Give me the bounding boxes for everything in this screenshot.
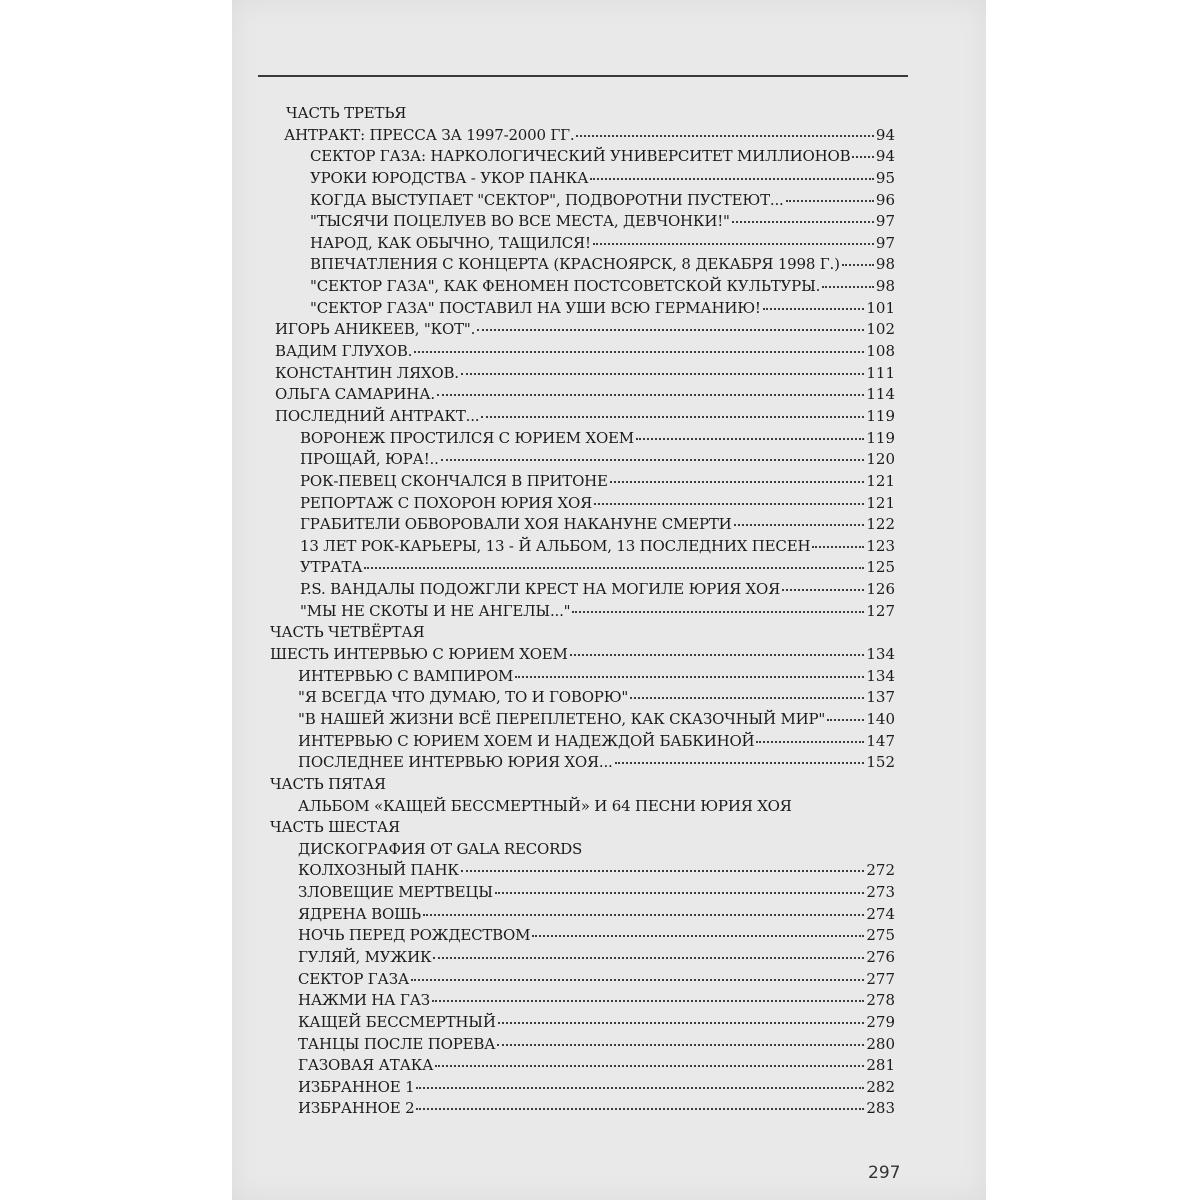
toc-entry-title: ГРАБИТЕЛИ ОБВОРОВАЛИ ХОЯ НАКАНУНЕ СМЕРТИ — [300, 515, 732, 534]
toc-entry-title: КОНСТАНТИН ЛЯХОВ. — [275, 363, 459, 382]
toc-entry — [270, 644, 895, 666]
toc-entry-title: "СЕКТОР ГАЗА", КАК ФЕНОМЕН ПОСТСОВЕТСКОЙ КУЛЬТУРЫ. — [310, 277, 821, 296]
toc-dot-leader — [594, 503, 864, 505]
toc-entry-page: 119 — [866, 428, 895, 447]
toc-entry — [270, 860, 895, 882]
toc-entry — [270, 882, 895, 904]
toc-entry-page: 97 — [875, 212, 895, 231]
toc-entry-title: 13 ЛЕТ РОК-КАРЬЕРЫ, 13 - Й АЛЬБОМ, 13 ПОСЛЕДНИХ ПЕСЕН — [300, 536, 811, 555]
toc-dot-leader — [572, 611, 864, 613]
toc-entry-page: 280 — [866, 1034, 895, 1053]
toc-entry-page: 126 — [866, 580, 895, 599]
toc-entry-title: СЕКТОР ГАЗА: НАРКОЛОГИЧЕСКИЙ УНИВЕРСИТЕТ МИЛЛИОНОВ — [310, 147, 851, 166]
toc-entry-title: ЯДРЕНА ВОШЬ — [298, 904, 421, 923]
toc-entry — [270, 925, 895, 947]
toc-dot-leader — [416, 1087, 864, 1089]
toc-dot-leader — [416, 1108, 864, 1110]
toc-entry-page: 282 — [866, 1077, 895, 1096]
toc-entry — [270, 384, 895, 406]
toc-entry-page: 283 — [866, 1099, 895, 1118]
toc-dot-leader — [437, 394, 864, 396]
toc-dot-leader — [570, 654, 865, 656]
toc-dot-leader — [827, 719, 864, 721]
toc-entry — [270, 731, 895, 753]
toc-entry-title: ДИСКОГРАФИЯ ОТ GALA RECORDS — [298, 839, 583, 858]
toc-entry-page: 276 — [866, 947, 895, 966]
toc-dot-leader — [497, 1044, 864, 1046]
toc-entry-title: ПРОЩАЙ, ЮРА!.. — [300, 450, 439, 469]
toc-dot-leader — [461, 373, 865, 375]
toc-dot-leader — [732, 221, 874, 223]
toc-entry-page: 274 — [866, 904, 895, 923]
toc-entry — [270, 168, 895, 190]
toc-entry — [270, 103, 895, 125]
toc-dot-leader — [423, 914, 864, 916]
toc-dot-leader — [812, 546, 864, 548]
toc-dot-leader — [411, 979, 864, 981]
toc-entry-page: 125 — [866, 558, 895, 577]
toc-entry — [270, 1034, 895, 1056]
toc-dot-leader — [414, 351, 864, 353]
toc-entry-title: "СЕКТОР ГАЗА" ПОСТАВИЛ НА УШИ ВСЮ ГЕРМАНИЮ! — [310, 298, 761, 317]
toc-entry — [270, 904, 895, 926]
toc-entry — [270, 947, 895, 969]
table-of-contents — [270, 103, 895, 1120]
toc-entry-title: КАЩЕЙ БЕССМЕРТНЫЙ — [298, 1012, 496, 1031]
toc-dot-leader — [432, 1000, 864, 1002]
toc-entry — [270, 319, 895, 341]
toc-entry-title: "В НАШЕЙ ЖИЗНИ ВСЁ ПЕРЕПЛЕТЕНО, КАК СКАЗОЧНЫЙ МИР" — [298, 709, 826, 728]
toc-entry-page: 121 — [866, 493, 895, 512]
toc-entry-title: ГУЛЯЙ, МУЖИК — [298, 947, 432, 966]
toc-entry-title: ГАЗОВАЯ АТАКА — [298, 1056, 434, 1075]
toc-entry-title: ЧАСТЬ ЧЕТВЁРТАЯ — [270, 623, 425, 642]
toc-entry-title: КОГДА ВЫСТУПАЕТ "СЕКТОР", ПОДВОРОТНИ ПУСТЕЮТ... — [310, 190, 784, 209]
toc-entry-page: 94 — [875, 125, 895, 144]
toc-entry — [270, 233, 895, 255]
toc-entry-title: P.S. ВАНДАЛЫ ПОДОЖГЛИ КРЕСТ НА МОГИЛЕ ЮРИЯ ХОЯ — [300, 580, 781, 599]
toc-entry-title: ЧАСТЬ ТРЕТЬЯ — [286, 104, 407, 122]
toc-entry — [270, 990, 895, 1012]
toc-entry-title: КОЛХОЗНЫЙ ПАНК — [298, 861, 459, 880]
toc-dot-leader — [782, 589, 864, 591]
toc-dot-leader — [461, 870, 865, 872]
toc-entry — [270, 428, 895, 450]
toc-entry-title: ВОРОНЕЖ ПРОСТИЛСЯ С ЮРИЕМ ХОЕМ — [300, 428, 634, 447]
toc-entry-page: 96 — [875, 190, 895, 209]
toc-entry — [270, 449, 895, 471]
toc-entry-title: ЧАСТЬ ШЕСТАЯ — [270, 818, 400, 837]
toc-dot-leader — [786, 200, 874, 202]
toc-dot-leader — [532, 935, 864, 937]
toc-entry — [270, 406, 895, 428]
toc-entry-page: 119 — [866, 406, 895, 425]
toc-entry — [270, 125, 895, 147]
toc-dot-leader — [364, 567, 864, 569]
toc-entry-page: 134 — [866, 666, 895, 685]
toc-entry — [270, 709, 895, 731]
toc-dot-leader — [615, 762, 865, 764]
toc-entry-title: ТАНЦЫ ПОСЛЕ ПОРЕВА — [298, 1034, 496, 1053]
toc-entry-page: 279 — [866, 1012, 895, 1031]
toc-entry-title: РЕПОРТАЖ С ПОХОРОН ЮРИЯ ХОЯ — [300, 493, 592, 512]
toc-entry — [270, 1098, 895, 1120]
toc-entry-page: 120 — [866, 450, 895, 469]
toc-entry-page: 122 — [866, 515, 895, 534]
toc-entry-title: ВПЕЧАТЛЕНИЯ С КОНЦЕРТА (КРАСНОЯРСК, 8 ДЕКАБРЯ 1998 Г.) — [310, 255, 840, 274]
toc-entry — [270, 774, 895, 796]
toc-dot-leader — [495, 892, 864, 894]
toc-entry — [270, 687, 895, 709]
toc-dot-leader — [842, 264, 874, 266]
toc-entry-page: 147 — [866, 731, 895, 750]
page-number: 297 — [868, 1163, 901, 1183]
toc-entry — [270, 493, 895, 515]
toc-entry-page: 140 — [866, 709, 895, 728]
toc-dot-leader — [576, 135, 873, 137]
toc-entry-title: ЧАСТЬ ПЯТАЯ — [270, 774, 386, 793]
toc-entry-title: ПОСЛЕДНИЙ АНТРАКТ... — [275, 406, 480, 425]
toc-entry-title: "МЫ НЕ СКОТЫ И НЕ АНГЕЛЫ..." — [300, 601, 571, 620]
toc-dot-leader — [610, 481, 865, 483]
toc-entry-title: "ТЫСЯЧИ ПОЦЕЛУЕВ ВО ВСЕ МЕСТА, ДЕВЧОНКИ!" — [310, 212, 730, 231]
toc-entry-page: 277 — [866, 969, 895, 988]
toc-entry — [270, 146, 895, 168]
toc-dot-leader — [477, 329, 864, 331]
toc-entry — [270, 969, 895, 991]
toc-entry — [270, 1077, 895, 1099]
toc-entry-page: 273 — [866, 883, 895, 902]
toc-entry — [270, 1055, 895, 1077]
toc-dot-leader — [590, 178, 874, 180]
toc-dot-leader — [498, 1022, 865, 1024]
toc-entry-page: 101 — [866, 298, 895, 317]
toc-entry — [270, 1012, 895, 1034]
toc-entry-page: 98 — [875, 255, 895, 274]
toc-dot-leader — [593, 243, 874, 245]
toc-entry — [270, 839, 895, 861]
toc-entry-title: ОЛЬГА САМАРИНА. — [275, 385, 435, 404]
toc-entry-page: 94 — [875, 147, 895, 166]
toc-entry-title: ИНТЕРВЬЮ С ВАМПИРОМ — [298, 666, 514, 685]
toc-entry-title: "Я ВСЕГДА ЧТО ДУМАЮ, ТО И ГОВОРЮ" — [298, 688, 629, 707]
toc-dot-leader — [433, 957, 864, 959]
toc-dot-leader — [515, 676, 864, 678]
toc-entry-page: 134 — [866, 645, 895, 664]
toc-entry-title: АНТРАКТ: ПРЕССА ЗА 1997-2000 ГГ. — [284, 125, 575, 144]
toc-dot-leader — [441, 459, 865, 461]
toc-dot-leader — [822, 286, 874, 288]
toc-entry-title: НАРОД, КАК ОБЫЧНО, ТАЩИЛСЯ! — [310, 233, 591, 252]
toc-entry-page: 137 — [866, 688, 895, 707]
toc-entry — [270, 536, 895, 558]
toc-entry-title: ИЗБРАННОЕ 1 — [298, 1077, 415, 1096]
toc-dot-leader — [852, 156, 873, 158]
toc-entry — [270, 298, 895, 320]
toc-entry-page: 95 — [875, 168, 895, 187]
toc-entry-page: 102 — [866, 320, 895, 339]
toc-entry — [270, 341, 895, 363]
toc-dot-leader — [756, 741, 864, 743]
toc-entry-page: 114 — [866, 385, 895, 404]
toc-dot-leader — [481, 416, 864, 418]
toc-entry — [270, 666, 895, 688]
toc-dot-leader — [630, 697, 864, 699]
toc-entry — [270, 363, 895, 385]
toc-entry-title: ШЕСТЬ ИНТЕРВЬЮ С ЮРИЕМ ХОЕМ — [270, 645, 568, 664]
toc-entry-title: ИЗБРАННОЕ 2 — [298, 1099, 415, 1118]
toc-entry — [270, 622, 895, 644]
toc-entry — [270, 817, 895, 839]
toc-entry — [270, 211, 895, 233]
toc-entry-page: 97 — [875, 233, 895, 252]
toc-entry-page: 108 — [866, 342, 895, 361]
toc-entry — [270, 557, 895, 579]
toc-entry-title: УТРАТА — [300, 558, 363, 577]
toc-entry-page: 111 — [866, 363, 895, 382]
toc-entry — [270, 254, 895, 276]
toc-entry-page: 98 — [875, 277, 895, 296]
toc-entry — [270, 514, 895, 536]
toc-entry-title: АЛЬБОМ «КАЩЕЙ БЕССМЕРТНЫЙ» И 64 ПЕСНИ ЮРИЯ ХОЯ — [298, 796, 792, 815]
toc-entry-title: НАЖМИ НА ГАЗ — [298, 991, 430, 1010]
toc-dot-leader — [734, 524, 865, 526]
toc-entry-page: 278 — [866, 991, 895, 1010]
toc-entry — [270, 752, 895, 774]
toc-entry — [270, 796, 895, 818]
toc-entry-page: 275 — [866, 926, 895, 945]
toc-entry-title: СЕКТОР ГАЗА — [298, 969, 409, 988]
toc-entry-title: УРОКИ ЮРОДСТВА - УКОР ПАНКА — [310, 168, 589, 187]
toc-entry-page: 123 — [866, 536, 895, 555]
toc-entry-page: 272 — [866, 861, 895, 880]
toc-entry-page: 152 — [866, 753, 895, 772]
toc-entry-title: РОК-ПЕВЕЦ СКОНЧАЛСЯ В ПРИТОНЕ — [300, 471, 608, 490]
toc-dot-leader — [636, 438, 864, 440]
toc-entry-page: 127 — [866, 601, 895, 620]
toc-entry — [270, 190, 895, 212]
toc-entry-title: ИГОРЬ АНИКЕЕВ, "КОТ". — [275, 320, 476, 339]
toc-entry — [270, 471, 895, 493]
toc-entry-title: ЗЛОВЕЩИЕ МЕРТВЕЦЫ — [298, 883, 493, 902]
toc-entry — [270, 579, 895, 601]
toc-entry-title: ВАДИМ ГЛУХОВ. — [275, 342, 413, 361]
header-rule — [258, 75, 908, 77]
toc-entry — [270, 276, 895, 298]
toc-entry-title: ИНТЕРВЬЮ С ЮРИЕМ ХОЕМ И НАДЕЖДОЙ БАБКИНОЙ — [298, 731, 755, 750]
toc-dot-leader — [435, 1065, 864, 1067]
toc-entry-page: 121 — [866, 471, 895, 490]
toc-dot-leader — [763, 308, 865, 310]
toc-entry — [270, 601, 895, 623]
toc-entry-title: НОЧЬ ПЕРЕД РОЖДЕСТВОМ — [298, 926, 531, 945]
toc-entry-page: 281 — [866, 1056, 895, 1075]
toc-entry-title: ПОСЛЕДНЕЕ ИНТЕРВЬЮ ЮРИЯ ХОЯ... — [298, 753, 613, 772]
